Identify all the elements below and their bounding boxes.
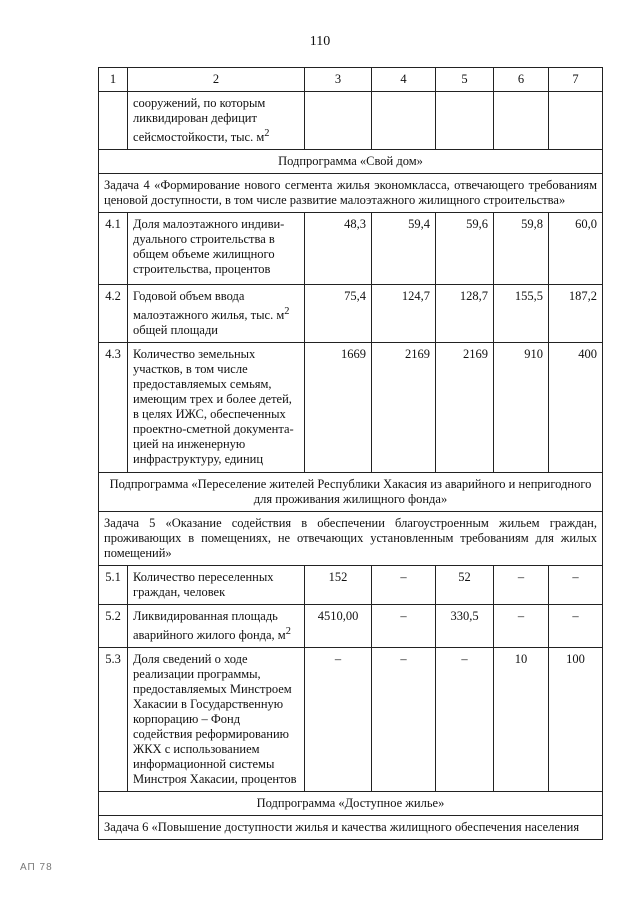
row-number: 4.2 [99,285,128,343]
column-header-row [99,68,603,92]
value-cell: 2169 [436,343,494,473]
row-number: 5.1 [99,566,128,605]
value-cell: 59,4 [372,213,436,285]
task-row [99,512,603,566]
row-number: 5.2 [99,605,128,648]
value-cell: – [436,648,494,792]
value-cell: 60,0 [549,213,603,285]
value-cell: – [372,648,436,792]
value-cell: 10 [494,648,549,792]
footer-stamp: АП 78 [20,862,53,873]
table-row [99,566,603,605]
subprogram-title: Подпрограмма «Доступное жилье» [99,792,603,816]
indicator-name: Доля малоэтажного индиви-дуального строительства в общем объеме жилищного строительства, процентов [128,213,305,285]
task-title: Задача 5 «Оказание содействия в обеспечении благоустроенным жильем граждан, проживающих в помещениях, не отвечающих установленным требованиям для жилых помещений» [99,512,603,566]
value-cell: 59,8 [494,213,549,285]
column-header: 1 [99,68,128,92]
value-cell: 59,6 [436,213,494,285]
table-row [99,92,603,150]
value-cell: 52 [436,566,494,605]
subprogram-row [99,792,603,816]
column-header: 3 [305,68,372,92]
subprogram-row [99,150,603,174]
value-cell: – [305,648,372,792]
table-row [99,285,603,343]
subprogram-row [99,473,603,512]
column-header: 2 [128,68,305,92]
table-row [99,648,603,792]
table-row [99,343,603,473]
value-cell: 400 [549,343,603,473]
value-cell: 4510,00 [305,605,372,648]
table-row [99,213,603,285]
value-cell: 1669 [305,343,372,473]
value-cell: 152 [305,566,372,605]
value-cell: 155,5 [494,285,549,343]
value-cell: – [372,605,436,648]
row-number: 5.3 [99,648,128,792]
value-cell: 124,7 [372,285,436,343]
row-number: 4.3 [99,343,128,473]
value-cell: 128,7 [436,285,494,343]
value-cell: 330,5 [436,605,494,648]
indicator-name: сооружений, по которым ликвидирован дефицит сейсмостойкости, тыс. $м^2$ [128,92,305,150]
task-title: Задача 6 «Повышение доступности жилья и качества жилищного обеспечения населения [99,816,603,840]
column-header: 7 [549,68,603,92]
indicator-name: Количество земельных участков, в том числе предоставляемых семьям, имеющим трех и более детей, в целях ИЖС, обеспеченных проектно-сметной документа-цией на инженерную инфраструктуру, единиц [128,343,305,473]
value-cell: – [549,566,603,605]
indicator-name: Доля сведений о ходе реализации программы, предоставляемых Минстроем Хакасии в Государственную корпорацию – Фонд содействия реформированию ЖКХ с использованием информационной системы Минстроя Хакасии, процентов [128,648,305,792]
subprogram-title: Подпрограмма «Свой дом» [99,150,603,174]
task-row [99,174,603,213]
task-title: Задача 4 «Формирование нового сегмента жилья экономкласса, отвечающего требованиям ценовой доступности, в том числе развитие малоэтажного жилищного строительства» [99,174,603,213]
indicators-table [98,67,603,840]
value-cell: – [372,566,436,605]
value-cell: 100 [549,648,603,792]
task-row [99,816,603,840]
value-cell: – [494,566,549,605]
indicator-name: Годовой объем ввода малоэтажного жилья, тыс. $м^2$ общей площади [128,285,305,343]
value-cell: 48,3 [305,213,372,285]
value-cell: 75,4 [305,285,372,343]
indicator-name: Количество переселенных граждан, человек [128,566,305,605]
page-number: 110 [309,34,331,49]
subprogram-title: Подпрограмма «Переселение жителей Республики Хакасия из аварийного и непригодного для проживания жилищного фонда» [99,473,603,512]
column-header: 4 [372,68,436,92]
column-header: 5 [436,68,494,92]
value-cell: 187,2 [549,285,603,343]
value-cell: – [494,605,549,648]
table-row [99,605,603,648]
value-cell: – [549,605,603,648]
column-header: 6 [494,68,549,92]
value-cell: 910 [494,343,549,473]
indicator-name: Ликвидированная площадь аварийного жилого фонда, $м^2$ [128,605,305,648]
value-cell: 2169 [372,343,436,473]
row-number: 4.1 [99,213,128,285]
